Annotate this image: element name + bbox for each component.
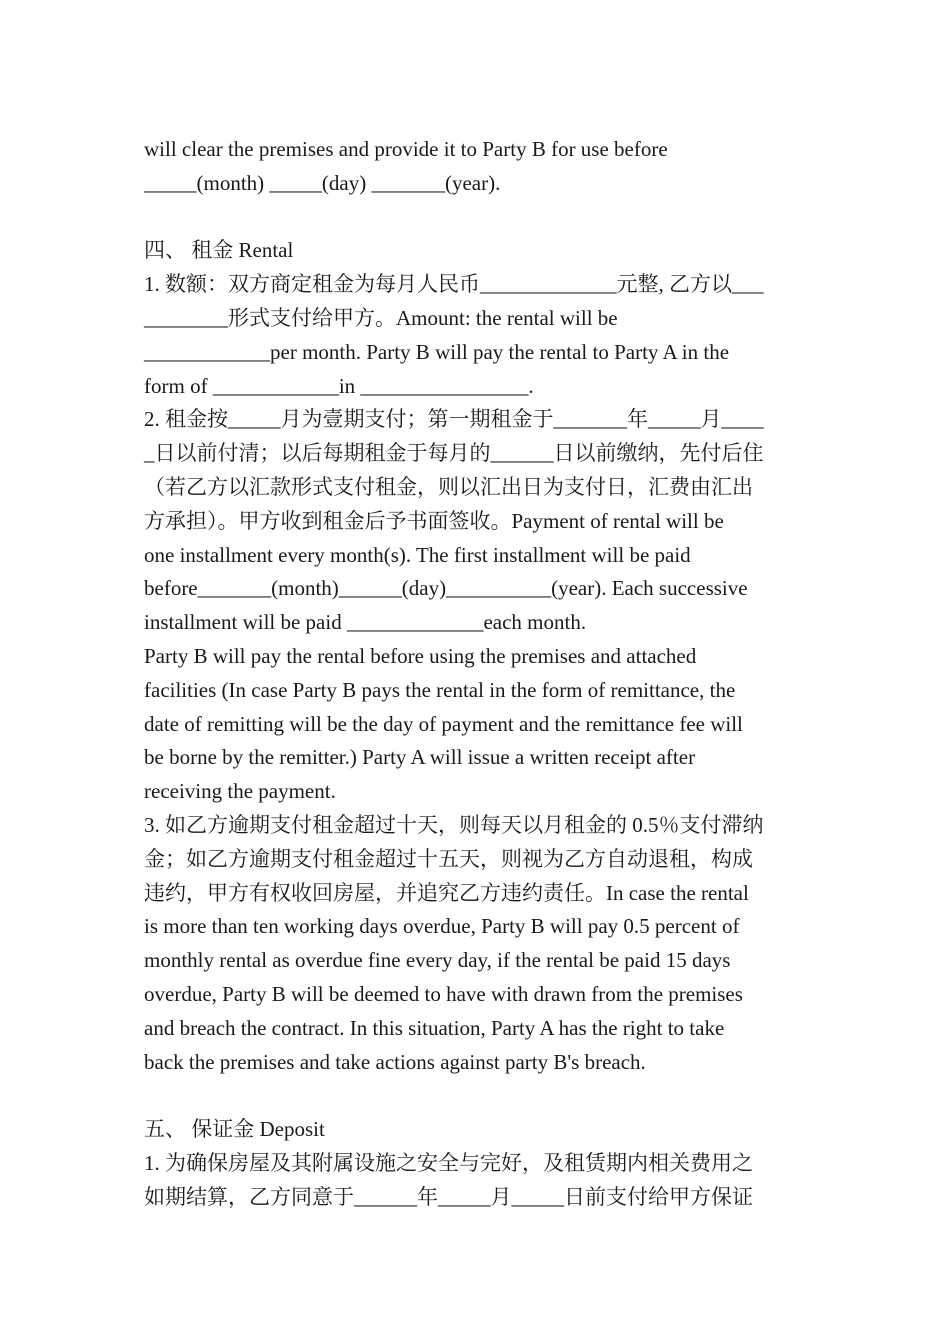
text-line: （若乙方以汇款形式支付租金，则以汇出日为支付日，汇费由汇出 xyxy=(144,474,753,499)
text-line: is more than ten working days overdue, Party B will pay 0.5 percent of xyxy=(144,914,740,939)
text-line: 金；如乙方逾期支付租金超过十五天，则视为乙方自动退租，构成 xyxy=(144,846,753,871)
text-line: one installment every month(s). The first installment will be paid xyxy=(144,542,691,567)
text-line: ________形式支付给甲方。Amount: the rental will be xyxy=(144,305,618,330)
text-line: 1. 数额：双方商定租金为每月人民币_____________元整, 乙方以___ xyxy=(144,272,764,297)
text-line: and breach the contract. In this situation, Party A has the right to take xyxy=(144,1015,725,1040)
text-line: before_______(month)______(day)__________(year). Each successive xyxy=(144,576,748,601)
section-heading-deposit: 五、 保证金 Deposit xyxy=(144,1117,325,1142)
blank-line xyxy=(144,1079,809,1113)
text-line: overdue, Party B will be deemed to have with drawn from the premises xyxy=(144,981,743,1006)
text-line: date of remitting will be the day of payment and the remittance fee will xyxy=(144,711,743,736)
text-line: ____________per month. Party B will pay the rental to Party A in the xyxy=(144,339,730,364)
text-line: receiving the payment. xyxy=(144,779,336,804)
section-heading-rental: 四、 租金 Rental xyxy=(144,238,294,263)
text-line: installment will be paid _____________each month. xyxy=(144,610,587,635)
text-line: _____(month) _____(day) _______(year). xyxy=(144,170,501,195)
text-line: 3. 如乙方逾期支付租金超过十天，则每天以月租金的 0.5％支付滞纳 xyxy=(144,812,764,837)
document-body xyxy=(144,133,809,1215)
text-line: _日以前付清；以后每期租金于每月的______日以前缴纳，先付后住 xyxy=(144,441,764,466)
text-line: be borne by the remitter.) Party A will issue a written receipt after xyxy=(144,745,696,770)
text-line: monthly rental as overdue fine every day, if the rental be paid 15 days xyxy=(144,948,731,973)
text-line: Party B will pay the rental before using the premises and attached xyxy=(144,643,697,668)
text-line: form of ____________in ________________. xyxy=(144,373,534,398)
blank-line xyxy=(144,201,809,235)
text-line: 1. 为确保房屋及其附属设施之安全与完好，及租赁期内相关费用之 xyxy=(144,1150,753,1175)
text-line: 如期结算，乙方同意于______年_____月_____日前支付给甲方保证 xyxy=(144,1184,753,1209)
text-line: 方承担）。甲方收到租金后予书面签收。Payment of rental will be xyxy=(144,508,724,533)
text-line: will clear the premises and provide it to Party B for use before xyxy=(144,137,668,161)
text-line: facilities (In case Party B pays the rental in the form of remittance, the xyxy=(144,677,736,702)
text-line: back the premises and take actions against party B's breach. xyxy=(144,1049,646,1074)
text-line: 2. 租金按_____月为壹期支付；第一期租金于_______年_____月____ xyxy=(144,407,764,432)
text-line: 违约，甲方有权收回房屋，并追究乙方违约责任。In case the rental xyxy=(144,880,749,905)
